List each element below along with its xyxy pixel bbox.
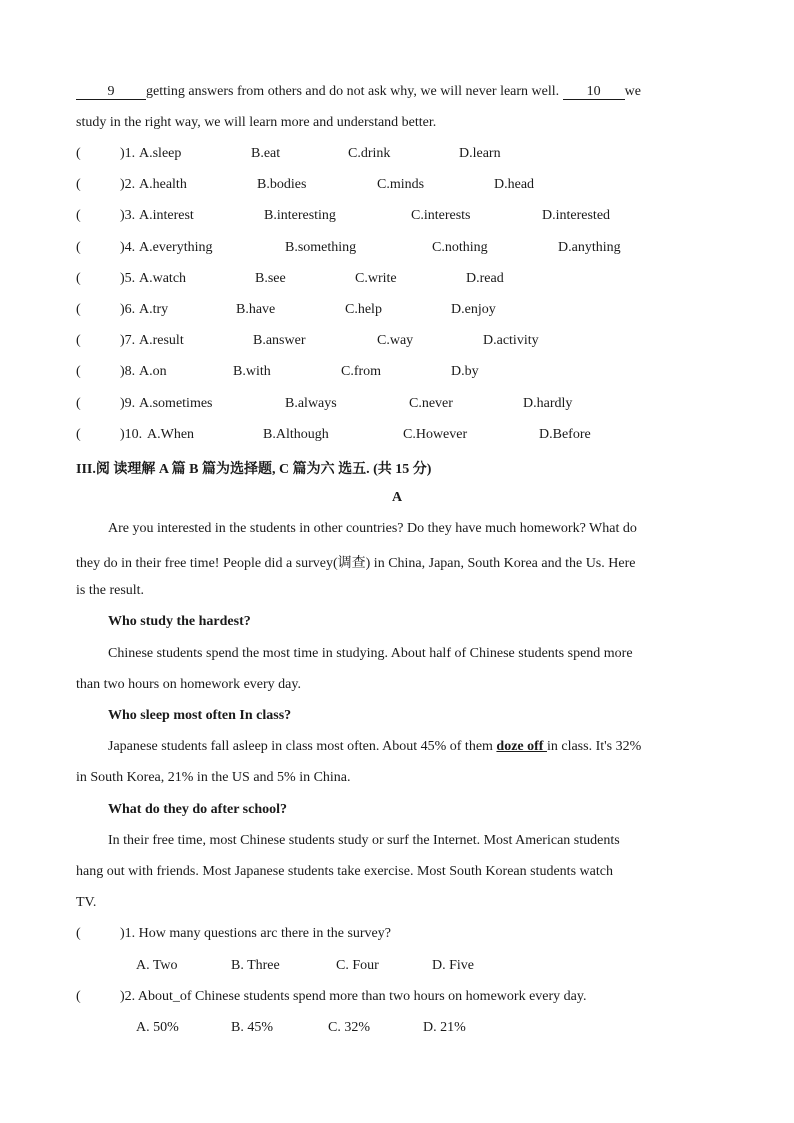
paren-open: ( (76, 426, 81, 442)
passage-line: Chinese students spend the most time in studying. About half of Chinese students spend more (108, 646, 633, 661)
section-heading: III.阅 读理解 A 篇 B 篇为选择题, C 篇为六 选五. (共 15 分) (76, 462, 432, 477)
blank-10: 10 (563, 84, 625, 100)
passage-line: TV. (76, 895, 97, 910)
passage-line: hang out with friends. Most Japanese students take exercise. Most South Korean students watch (76, 864, 613, 879)
option-c: C.However (403, 426, 468, 442)
passage-line: Are you interested in the students in other countries? Do they have much homework? What do (108, 521, 637, 536)
question-number: )5. (120, 270, 136, 286)
option-c: C.minds (377, 177, 425, 193)
question-number: )6. (120, 302, 136, 317)
cloze-text: we (624, 84, 641, 99)
option-d: D.enjoy (451, 302, 496, 317)
underlined-phrase: doze off (496, 739, 547, 754)
option-c: C.drink (348, 146, 391, 161)
option-c: C.help (345, 302, 382, 317)
option-b: B.have (236, 302, 276, 317)
option-b: B.answer (253, 333, 306, 349)
paren-open: ( (76, 208, 81, 224)
passage-line: than two hours on homework every day. (76, 677, 301, 692)
passage-text: in class. It's 32% (546, 739, 642, 754)
subheading: Who sleep most often In class? (108, 708, 292, 723)
option-d: D.activity (483, 333, 539, 349)
option-d: D.by (451, 364, 479, 380)
option-b: B.with (233, 364, 271, 380)
option-d: D.head (494, 177, 535, 193)
paren-open: ( (76, 333, 81, 349)
option-a: A.interest (139, 208, 194, 224)
paren-open: ( (76, 239, 81, 255)
option-c: C.never (409, 395, 453, 411)
option-b: B.interesting (264, 208, 336, 224)
option: D. 21% (423, 1020, 466, 1035)
paren-open: ( (76, 989, 81, 1004)
question-number: )9. (120, 395, 136, 411)
paren-open: ( (76, 270, 81, 286)
passage-line: is the result. (76, 583, 145, 598)
option-d: D.interested (542, 208, 611, 224)
option: C. 32% (328, 1020, 370, 1035)
option-c: C.from (341, 364, 382, 380)
option-c: C.interests (411, 208, 471, 224)
option-d: D.anything (558, 239, 621, 255)
option-a: A.watch (139, 270, 187, 286)
question-number: )3. (120, 208, 136, 224)
subheading: Who study the hardest? (108, 614, 251, 629)
option-c: C.nothing (432, 239, 488, 255)
option-d: D.Before (539, 426, 591, 442)
option: C. Four (336, 958, 379, 973)
option: B. Three (231, 958, 280, 973)
option-d: D.hardly (523, 395, 573, 411)
option-a: A.When (147, 426, 195, 442)
passage-line: In their free time, most Chinese students study or surf the Internet. Most American students (108, 833, 620, 848)
option-c: C.way (377, 333, 414, 349)
question-number: )7. (120, 333, 136, 349)
option-a: A.try (139, 302, 169, 317)
option: A. 50% (136, 1020, 179, 1035)
question-number: )4. (120, 239, 136, 255)
passage-line: they do in their free time! People did a survey(调查) in China, Japan, South Korea and the Us. Here (76, 556, 636, 571)
question-stem: )2. About_of Chinese students spend more than two hours on homework every day. (120, 989, 587, 1004)
option: B. 45% (231, 1020, 273, 1035)
option-b: B.something (285, 239, 357, 255)
option-a: A.result (139, 333, 184, 349)
question-number: )8. (120, 364, 136, 380)
paren-open: ( (76, 302, 81, 317)
paren-open: ( (76, 395, 81, 411)
blank-9: 9 (76, 84, 146, 100)
option-a: A.on (139, 364, 167, 380)
option-b: B.always (285, 395, 337, 411)
cloze-line-2: study in the right way, we will learn more and understand better. (76, 115, 437, 130)
paren-open: ( (76, 364, 81, 380)
paren-open: ( (76, 177, 81, 193)
option-b: B.Although (263, 426, 329, 442)
question-stem: )1. How many questions arc there in the survey? (120, 926, 391, 941)
paren-open: ( (76, 146, 81, 161)
option-a: A.health (139, 177, 187, 193)
passage-line (108, 739, 641, 755)
option-a: A.everything (139, 239, 213, 255)
paren-open: ( (76, 926, 81, 941)
passage-title: A (391, 490, 403, 505)
option-a: A.sometimes (139, 395, 213, 411)
passage-line: in South Korea, 21% in the US and 5% in China. (76, 770, 351, 785)
subheading: What do they do after school? (108, 802, 288, 817)
question-number: )2. (120, 177, 136, 193)
option-b: B.bodies (257, 177, 307, 193)
option-b: B.see (255, 270, 286, 286)
option-a: A.sleep (139, 146, 182, 161)
option: D. Five (432, 958, 474, 973)
option-c: C.write (355, 270, 397, 286)
option: A. Two (136, 958, 178, 973)
question-number: )10. (120, 426, 143, 442)
question-number: )1. (120, 146, 136, 161)
cloze-text: getting answers from others and do not ask why, we will never learn well. (146, 84, 560, 99)
passage-text: Japanese students fall asleep in class most often. About 45% of them (108, 739, 497, 754)
cloze-line-1 (76, 84, 641, 100)
option-d: D.read (466, 270, 504, 286)
option-b: B.eat (251, 146, 281, 161)
option-d: D.learn (459, 146, 501, 161)
